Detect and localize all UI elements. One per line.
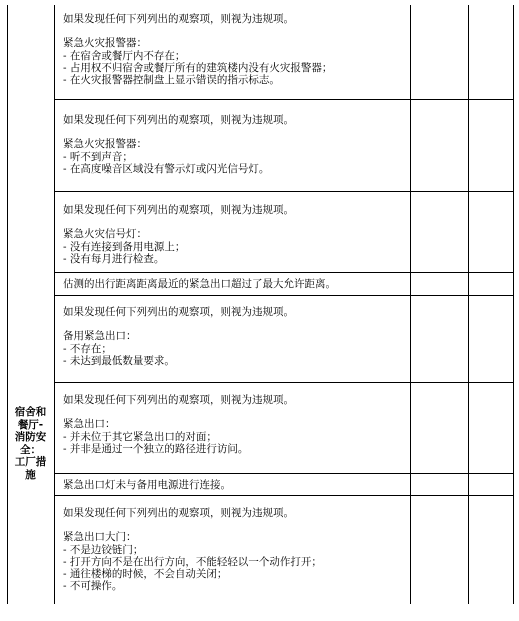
row-divider <box>54 99 514 100</box>
table-border-right <box>513 5 514 604</box>
row-divider <box>54 495 514 496</box>
section-label-line: 全： <box>20 443 41 456</box>
checklist-row <box>61 9 410 86</box>
row-item: - 不存在； <box>63 342 112 355</box>
checklist-row <box>61 110 410 175</box>
section-label <box>7 406 54 481</box>
section-label-line: 餐厅- <box>17 418 44 431</box>
row-item: - 并未位于其它紧急出口的对面； <box>63 430 217 443</box>
checklist-row <box>61 200 410 265</box>
row-divider <box>54 473 514 474</box>
row-heading: 紧急火灾信号灯： <box>63 228 147 241</box>
row-item: - 没有每月进行检查。 <box>63 252 165 265</box>
checklist-row <box>61 302 410 367</box>
checklist-row <box>61 390 410 455</box>
row-item: - 在高度噪音区域没有警示灯或闪光信号灯。 <box>63 162 270 175</box>
row-item: - 打开方向不是在出行方向，不能轻轻以一个动作打开； <box>63 555 322 568</box>
row-intro: 如果发现任何下列列出的观察项，则视为违规项。 <box>63 507 294 519</box>
row-item: - 不可操作。 <box>63 580 123 593</box>
table-divider-label <box>54 5 55 604</box>
row-heading: 紧急火灾报警器： <box>63 37 147 50</box>
row-heading: 紧急出口： <box>63 418 116 431</box>
row-item: - 通往楼梯的时候，不会自动关闭； <box>63 568 228 581</box>
row-intro: 如果发现任何下列列出的观察项，则视为违规项。 <box>63 13 294 25</box>
row-intro: 如果发现任何下列列出的观察项，则视为违规项。 <box>63 394 294 406</box>
row-intro: 如果发现任何下列列出的观察项，则视为违规项。 <box>63 204 294 216</box>
checklist-row <box>61 503 410 593</box>
row-heading: 紧急出口大门： <box>63 531 137 544</box>
table-divider-content <box>410 5 411 604</box>
row-divider <box>54 382 514 383</box>
table-border-left <box>7 5 8 604</box>
row-single: 估测的出行距离距离最近的紧急出口超过了最大允许距离。 <box>63 278 336 290</box>
row-heading: 备用紧急出口： <box>63 330 137 343</box>
row-divider <box>54 295 514 296</box>
row-item: - 占用权不归宿舍或餐厅所有的建筑楼内没有火灾报警器； <box>63 61 333 74</box>
checklist-row <box>61 274 410 290</box>
row-intro: 如果发现任何下列列出的观察项，则视为违规项。 <box>63 306 294 318</box>
row-divider <box>54 191 514 192</box>
row-intro: 如果发现任何下列列出的观察项，则视为违规项。 <box>63 114 294 126</box>
section-label-line: 消防安 <box>14 431 47 443</box>
checklist-table <box>7 5 514 604</box>
row-heading: 紧急火灾报警器： <box>63 138 147 151</box>
row-item: - 并非是通过一个独立的路径进行访问。 <box>63 442 249 455</box>
section-label-line: 宿舍和 <box>14 406 47 418</box>
checklist-row <box>61 475 410 491</box>
row-item: - 没有连接到备用电源上； <box>63 240 186 253</box>
row-divider <box>54 272 514 273</box>
section-label-line: 工厂措 <box>14 456 47 468</box>
table-divider-col3 <box>468 5 469 604</box>
section-label-line: 施 <box>25 468 36 481</box>
row-single: 紧急出口灯未与备用电源进行连接。 <box>63 479 231 491</box>
row-item: - 听不到声音； <box>63 150 133 163</box>
row-item: - 未达到最低数量要求。 <box>63 354 175 367</box>
row-item: - 在宿舍或餐厅内不存在； <box>63 49 186 62</box>
row-item: - 在火灾报警器控制盘上显示错误的指示标志。 <box>63 74 280 87</box>
row-item: - 不是边铰链门； <box>63 543 144 556</box>
